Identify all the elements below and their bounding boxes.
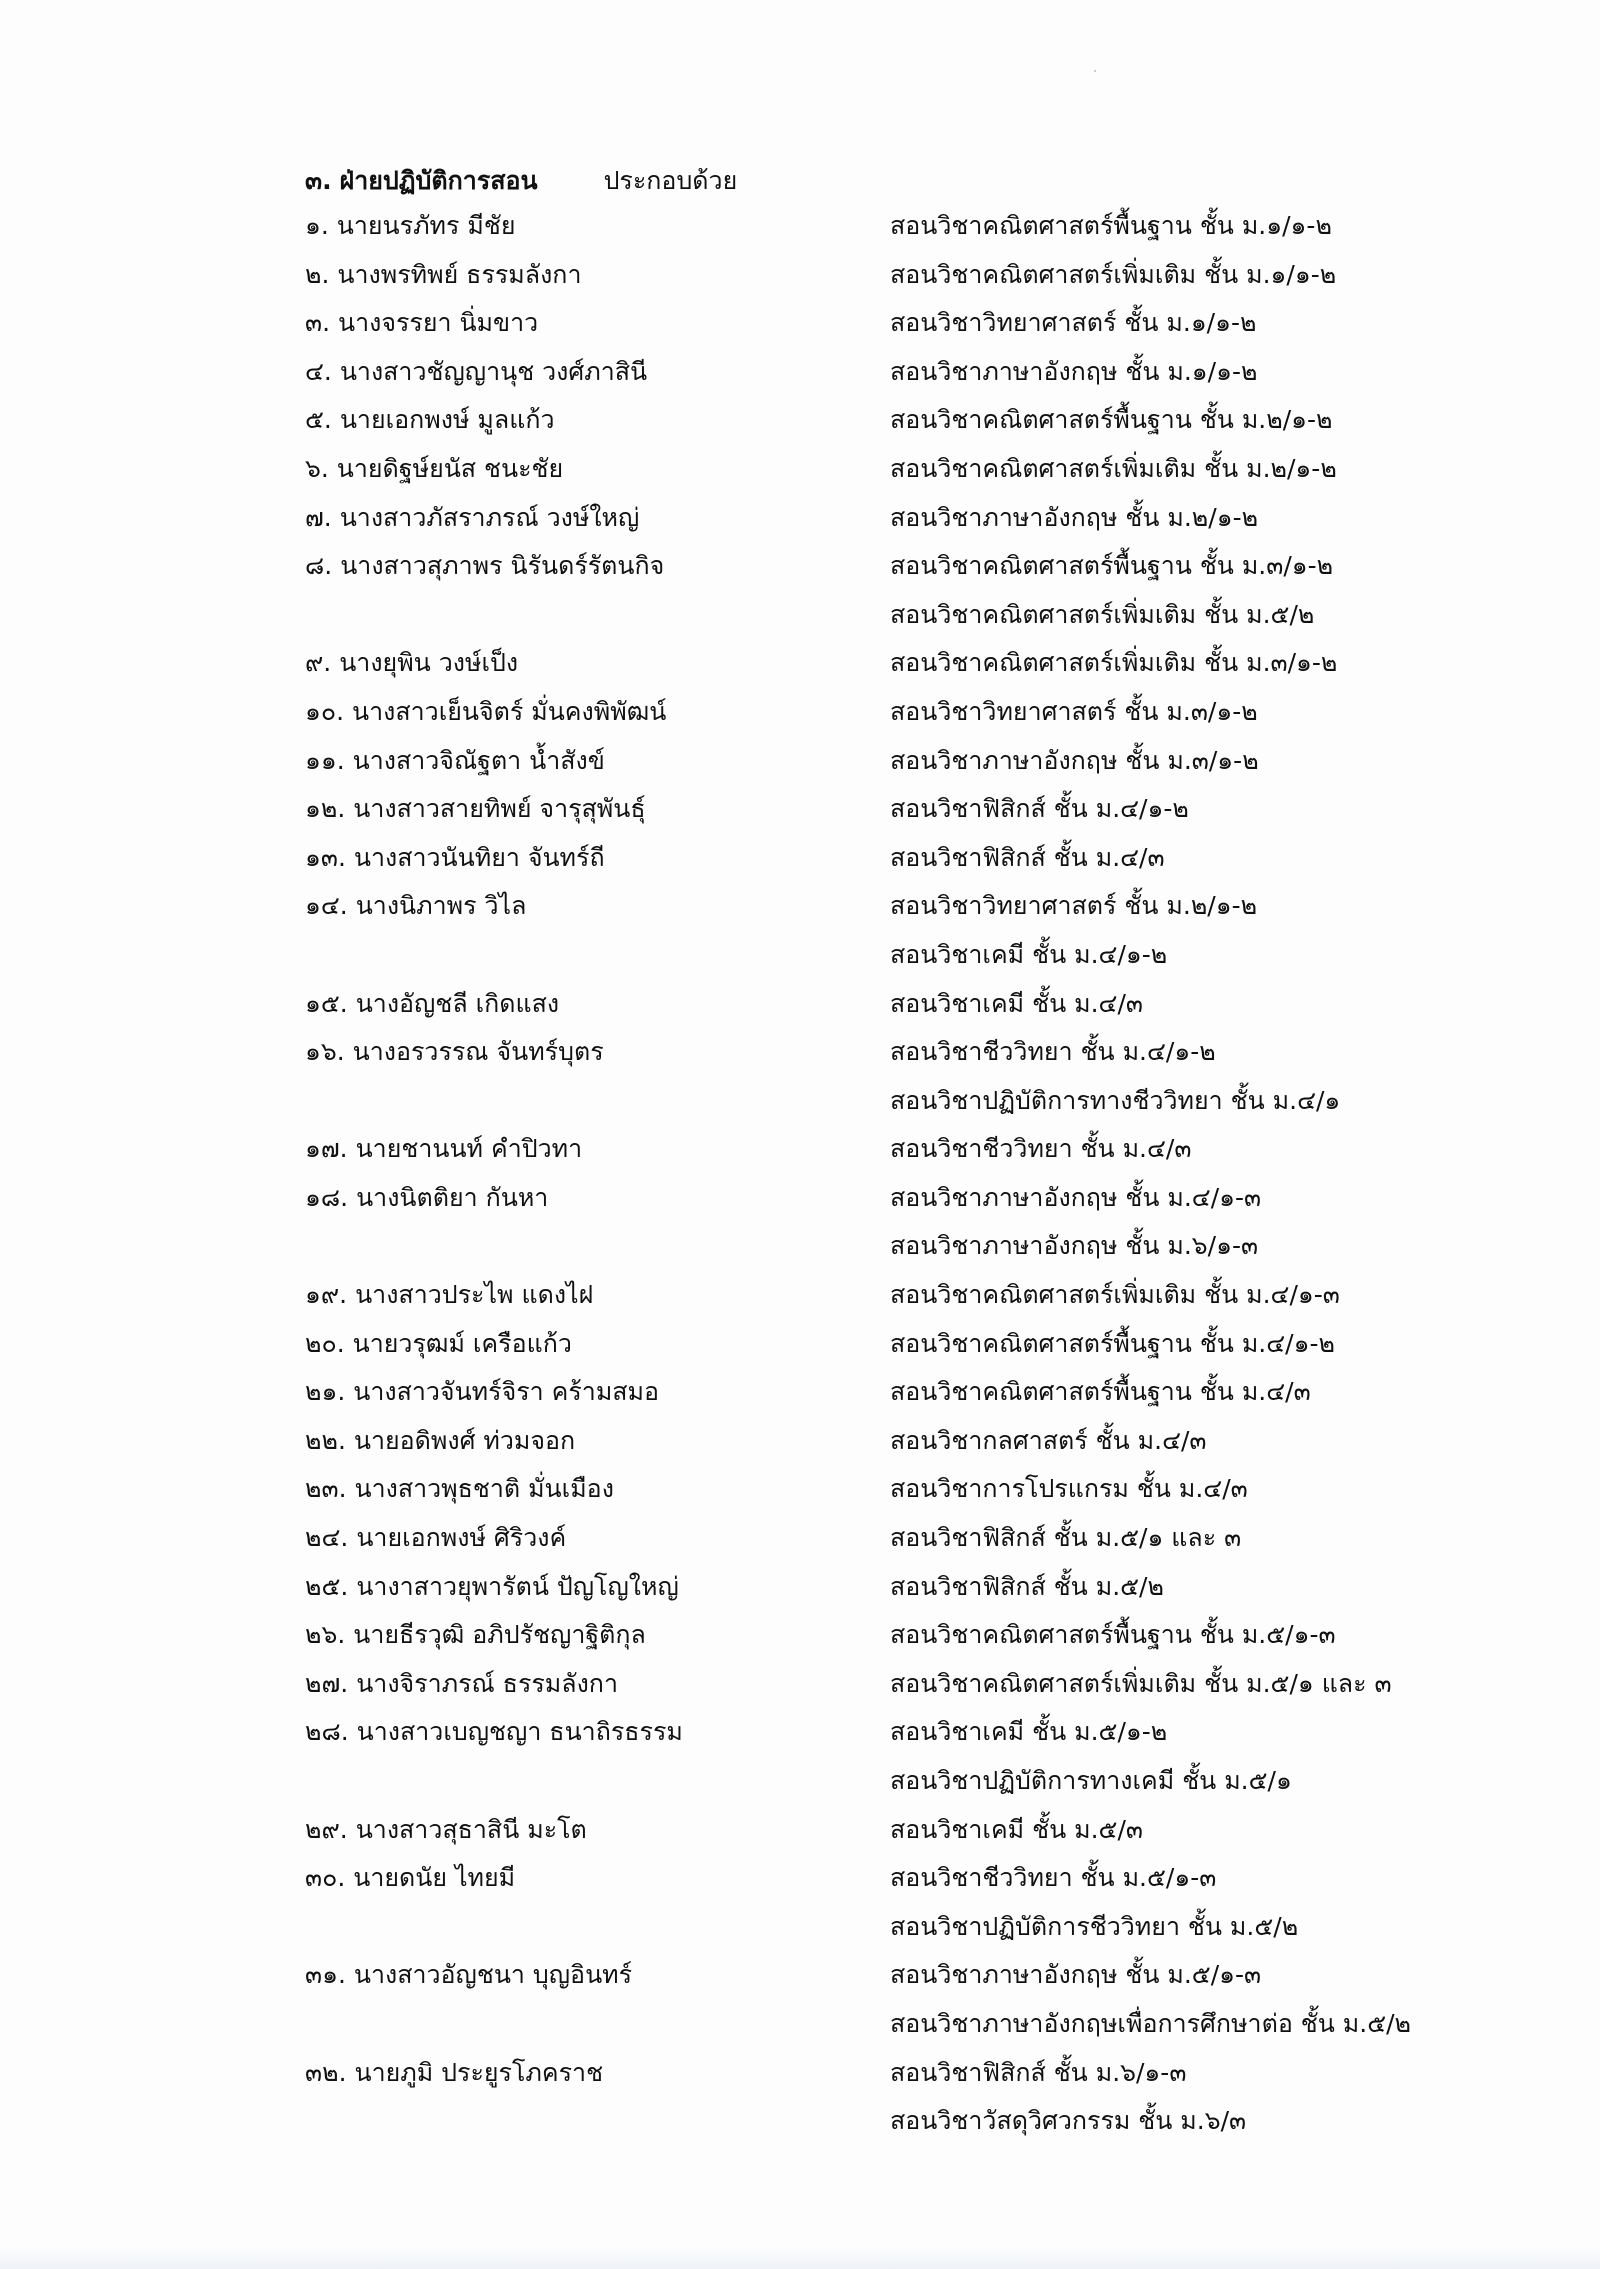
table-row [0, 937, 1600, 986]
table-row [0, 500, 1600, 549]
table-row [0, 743, 1600, 792]
subject-assignment: สอนวิชาเคมี ชั้น ม.๔/๑-๒ [890, 939, 1168, 969]
table-row [0, 1666, 1600, 1715]
subject-assignment: สอนวิชาคณิตศาสตร์พื้นฐาน ชั้น ม.๔/๓ [890, 1377, 1311, 1407]
subject-assignment: สอนวิชาเคมี ชั้น ม.๔/๓ [890, 988, 1143, 1018]
staff-name: นางสาวภัสราภรณ์ วงษ์ใหญ่ [339, 502, 640, 532]
table-row [0, 257, 1600, 306]
row-number: ๑๓. [305, 842, 346, 872]
table-row [0, 1812, 1600, 1861]
row-number: ๖. [305, 453, 329, 483]
staff-name-cell [305, 1277, 593, 1313]
staff-name: นายภูมิ ประยูรโภคราช [354, 2057, 604, 2087]
staff-name: นายอดิพงศ์ ท่วมจอก [353, 1425, 576, 1455]
table-row [0, 451, 1600, 500]
staff-name-cell [305, 1666, 618, 1702]
table-row [0, 1957, 1600, 2006]
row-number: ๑๙. [305, 1280, 348, 1310]
row-number: ๒๘. [305, 1717, 349, 1747]
subject-assignment: สอนวิชาฟิสิกส์ ชั้น ม.๔/๓ [890, 842, 1165, 872]
subject-assignment: สอนวิชาภาษาอังกฤษ ชั้น ม.๒/๑-๒ [890, 502, 1259, 532]
staff-name: นางอรวรรณ จันทร์บุตร [352, 1037, 604, 1067]
staff-name: นางสาวนันทิยา จันทร์ถี [353, 842, 605, 872]
subject-assignment: สอนวิชาชีววิทยา ชั้น ม.๔/๑-๒ [890, 1037, 1216, 1067]
subject-assignment: สอนวิชาภาษาอังกฤษ ชั้น ม.๔/๑-๓ [890, 1182, 1262, 1212]
row-number: ๓๒. [305, 2057, 347, 2087]
staff-name: นางพรทิพย์ ธรรมลังกา [337, 259, 582, 289]
staff-name-cell [305, 257, 581, 293]
table-row [0, 1860, 1600, 1909]
table-row [0, 1083, 1600, 1132]
scan-speck [1094, 70, 1096, 72]
staff-name: นางสาวจันทร์จิรา คร้ามสมอ [353, 1377, 660, 1407]
table-row [0, 1423, 1600, 1472]
staff-name-cell [305, 694, 666, 730]
subject-assignment: สอนวิชาเคมี ชั้น ม.๕/๑-๒ [890, 1717, 1168, 1747]
table-row [0, 1617, 1600, 1666]
staff-name: นางสาวจิณัฐตา น้ำสังข์ [352, 745, 605, 775]
table-row [0, 1131, 1600, 1180]
row-number: ๒. [305, 259, 330, 289]
row-number: ๑๔. [305, 891, 348, 921]
row-number: ๒๗. [305, 1668, 349, 1698]
staff-name: นางสาวประไพ แดงไฝ [355, 1280, 594, 1310]
subject-assignment: สอนวิชาปฏิบัติการทางเคมี ชั้น ม.๕/๑ [890, 1766, 1292, 1795]
staff-name: นายนรภัทร มีชัย [336, 211, 516, 240]
table-row [0, 1180, 1600, 1229]
section-number: ๓. [305, 166, 332, 195]
staff-name-cell [305, 743, 605, 779]
staff-name: นางยุพิน วงษ์เป็ง [339, 648, 519, 678]
staff-name: นางสาวเบญชญา ธนาถิรธรรม [356, 1717, 683, 1747]
row-number: ๒๓. [305, 1474, 347, 1504]
staff-name-cell [305, 1617, 646, 1653]
staff-name-cell [305, 305, 538, 341]
staff-name-cell [305, 548, 664, 584]
staff-name-cell [305, 1812, 587, 1848]
row-number: ๑๗. [305, 1134, 348, 1164]
section-title: ฝ่ายปฏิบัติการสอน [339, 166, 538, 195]
table-row [0, 402, 1600, 451]
staff-name: นายดิฐษ์ยนัส ชนะชัย [336, 453, 564, 483]
staff-name-cell [305, 402, 555, 438]
staff-name-cell [305, 645, 518, 681]
staff-name-cell [305, 1326, 572, 1362]
table-row [0, 1228, 1600, 1277]
table-row [0, 597, 1600, 646]
staff-name-cell [305, 888, 526, 924]
staff-name-cell [305, 208, 516, 244]
staff-name-cell [305, 791, 646, 827]
staff-name-cell [305, 1520, 566, 1556]
table-row [0, 1326, 1600, 1375]
staff-name: นางสาวเย็นจิตร์ มั่นคงพิพัฒน์ [352, 696, 667, 726]
subject-assignment: สอนวิชากลศาสตร์ ชั้น ม.๔/๓ [890, 1425, 1207, 1455]
subject-assignment: สอนวิชาภาษาอังกฤษ ชั้น ม.๕/๑-๓ [890, 1960, 1262, 1990]
subject-assignment: สอนวิชาคณิตศาสตร์เพิ่มเติม ชั้น ม.๓/๑-๒ [890, 648, 1338, 678]
table-row [0, 791, 1600, 840]
subject-assignment: สอนวิชาภาษาอังกฤษ ชั้น ม.๓/๑-๒ [890, 745, 1259, 775]
row-number: ๑๒. [305, 794, 346, 824]
staff-name-cell [305, 500, 639, 536]
staff-name-cell [305, 354, 647, 390]
subject-assignment: สอนวิชาภาษาอังกฤษ ชั้น ม.๑/๑-๒ [890, 356, 1258, 386]
staff-name: นางนิตติยา กันหา [356, 1182, 549, 1212]
staff-name: นายเอกพงษ์ มูลแก้ว [339, 405, 555, 435]
table-row [0, 1277, 1600, 1326]
section-composition: ประกอบด้วย [603, 166, 738, 195]
row-number: ๑๘. [305, 1182, 349, 1212]
subject-assignment: สอนวิชาภาษาอังกฤษ ชั้น ม.๖/๑-๓ [890, 1231, 1259, 1261]
staff-name-cell [305, 1569, 679, 1605]
staff-name: นางนิภาพร วิไล [355, 891, 527, 921]
staff-name-cell [305, 1860, 515, 1896]
subject-assignment: สอนวิชาคณิตศาสตร์พื้นฐาน ชั้น ม.๓/๑-๒ [890, 551, 1334, 581]
staff-name-cell [305, 451, 563, 487]
table-row [0, 694, 1600, 743]
subject-assignment: สอนวิชาคณิตศาสตร์พื้นฐาน ชั้น ม.๑/๑-๒ [890, 211, 1332, 240]
staff-name: นายชานนท์ คำปิวทา [355, 1134, 583, 1164]
row-number: ๑๐. [305, 696, 345, 726]
table-row [0, 354, 1600, 403]
section-heading [305, 163, 737, 199]
table-row [0, 2055, 1600, 2104]
staff-name: นายดนัย ไทยมี [353, 1863, 516, 1893]
staff-name: นางสาวอัญชนา บุญอินทร์ [353, 1960, 633, 1990]
staff-name-cell [305, 840, 605, 876]
row-number: ๒๖. [305, 1620, 346, 1650]
staff-name: นายวรุฒม์ เครือแก้ว [352, 1328, 572, 1358]
subject-assignment: สอนวิชาการโปรแกรม ชั้น ม.๔/๓ [890, 1474, 1248, 1504]
staff-name-cell [305, 1034, 604, 1070]
subject-assignment: สอนวิชาฟิสิกส์ ชั้น ม.๔/๑-๒ [890, 794, 1189, 824]
staff-name: นางสาวชัญญานุช วงศ์ภาสินี [339, 356, 648, 386]
scan-edge [0, 2247, 1600, 2269]
table-row [0, 645, 1600, 694]
table-row [0, 2006, 1600, 2055]
table-row [0, 1520, 1600, 1569]
table-row [0, 1034, 1600, 1083]
staff-list [0, 208, 1600, 2152]
table-row [0, 840, 1600, 889]
subject-assignment: สอนวิชาวัสดุวิศวกรรม ชั้น ม.๖/๓ [890, 2106, 1247, 2136]
table-row [0, 1763, 1600, 1812]
subject-assignment: สอนวิชาปฏิบัติการทางชีววิทยา ชั้น ม.๔/๑ [890, 1085, 1341, 1115]
table-row [0, 888, 1600, 937]
staff-name: นางสาวพุธชาติ มั่นเมือง [354, 1474, 614, 1504]
staff-name: นางสาวสุภาพร นิรันดร์รัตนกิจ [340, 551, 665, 581]
row-number: ๓. [305, 308, 331, 338]
subject-assignment: สอนวิชาภาษาอังกฤษเพื่อการศึกษาต่อ ชั้น ม.๕/๒ [890, 2008, 1412, 2038]
subject-assignment: สอนวิชาคณิตศาสตร์เพิ่มเติม ชั้น ม.๔/๑-๓ [890, 1280, 1340, 1310]
staff-name: นางจิราภรณ์ ธรรมลังกา [356, 1668, 618, 1698]
row-number: ๑. [305, 211, 329, 240]
table-row [0, 1909, 1600, 1958]
staff-name-cell [305, 1131, 582, 1167]
table-row [0, 1471, 1600, 1520]
row-number: ๘. [305, 551, 333, 581]
subject-assignment: สอนวิชาฟิสิกส์ ชั้น ม.๕/๑ และ ๓ [890, 1523, 1242, 1553]
staff-name: นายเอกพงษ์ ศิริวงค์ [356, 1523, 567, 1553]
row-number: ๑๖. [305, 1037, 345, 1067]
subject-assignment: สอนวิชาคณิตศาสตร์พื้นฐาน ชั้น ม.๒/๑-๒ [890, 405, 1333, 435]
row-number: ๒๔. [305, 1523, 349, 1553]
subject-assignment: สอนวิชาชีววิทยา ชั้น ม.๕/๑-๓ [890, 1863, 1217, 1893]
subject-assignment: สอนวิชาวิทยาศาสตร์ ชั้น ม.๓/๑-๒ [890, 696, 1258, 726]
subject-assignment: สอนวิชาคณิตศาสตร์เพิ่มเติม ชั้น ม.๕/๒ [890, 599, 1315, 629]
table-row [0, 548, 1600, 597]
table-row [0, 2103, 1600, 2152]
staff-name-cell [305, 2055, 603, 2091]
subject-assignment: สอนวิชาคณิตศาสตร์พื้นฐาน ชั้น ม.๕/๑-๓ [890, 1620, 1336, 1650]
subject-assignment: สอนวิชาปฏิบัติการชีววิทยา ชั้น ม.๕/๒ [890, 1911, 1299, 1941]
staff-name-cell [305, 1714, 683, 1750]
subject-assignment: สอนวิชาคณิตศาสตร์เพิ่มเติม ชั้น ม.๕/๑ และ ๓ [890, 1668, 1392, 1698]
row-number: ๒๕. [305, 1571, 349, 1601]
table-row [0, 1569, 1600, 1618]
subject-assignment: สอนวิชาคณิตศาสตร์เพิ่มเติม ชั้น ม.๑/๑-๒ [890, 259, 1337, 289]
table-row [0, 1374, 1600, 1423]
row-number: ๒๒. [305, 1425, 346, 1455]
subject-assignment: สอนวิชาคณิตศาสตร์เพิ่มเติม ชั้น ม.๒/๑-๒ [890, 453, 1337, 483]
staff-name-cell [305, 1180, 548, 1216]
row-number: ๗. [305, 502, 332, 532]
row-number: ๑๕. [305, 988, 348, 1018]
subject-assignment: สอนวิชาชีววิทยา ชั้น ม.๔/๓ [890, 1134, 1192, 1164]
table-row [0, 1714, 1600, 1763]
table-row [0, 986, 1600, 1035]
staff-name-cell [305, 1423, 575, 1459]
subject-assignment: สอนวิชาฟิสิกส์ ชั้น ม.๕/๒ [890, 1571, 1164, 1601]
staff-name-cell [305, 1957, 632, 1993]
subject-assignment: สอนวิชาวิทยาศาสตร์ ชั้น ม.๑/๑-๒ [890, 308, 1257, 338]
subject-assignment: สอนวิชาฟิสิกส์ ชั้น ม.๖/๑-๓ [890, 2057, 1187, 2087]
staff-name: นางจรรยา นิ่มขาว [338, 308, 539, 338]
table-row [0, 208, 1600, 257]
subject-assignment: สอนวิชาเคมี ชั้น ม.๕/๓ [890, 1814, 1143, 1844]
row-number: ๔. [305, 356, 332, 386]
staff-name: นางาสาวยุพารัตน์ ปัญโญใหญ่ [356, 1571, 679, 1601]
staff-name: นางสาวสายทิพย์ จารุสุพันธุ์ [353, 794, 646, 824]
row-number: ๓๑. [305, 1960, 346, 1990]
subject-assignment: สอนวิชาวิทยาศาสตร์ ชั้น ม.๒/๑-๒ [890, 891, 1258, 921]
subject-assignment: สอนวิชาคณิตศาสตร์พื้นฐาน ชั้น ม.๔/๑-๒ [890, 1328, 1335, 1358]
row-number: ๙. [305, 648, 332, 678]
staff-name: นายธีรวุฒิ อภิปรัชญาฐิติกุล [353, 1620, 646, 1650]
staff-name-cell [305, 986, 559, 1022]
row-number: ๒๙. [305, 1814, 348, 1844]
staff-name-cell [305, 1374, 659, 1410]
table-row [0, 305, 1600, 354]
staff-name-cell [305, 1471, 614, 1507]
row-number: ๒๑. [305, 1377, 346, 1407]
staff-name: นางอัญชลี เกิดแสง [355, 988, 560, 1018]
row-number: ๕. [305, 405, 332, 435]
row-number: ๑๑. [305, 745, 345, 775]
staff-name: นางสาวสุธาสินี มะโต [355, 1814, 587, 1844]
row-number: ๒๐. [305, 1328, 345, 1358]
row-number: ๓๐. [305, 1863, 346, 1893]
